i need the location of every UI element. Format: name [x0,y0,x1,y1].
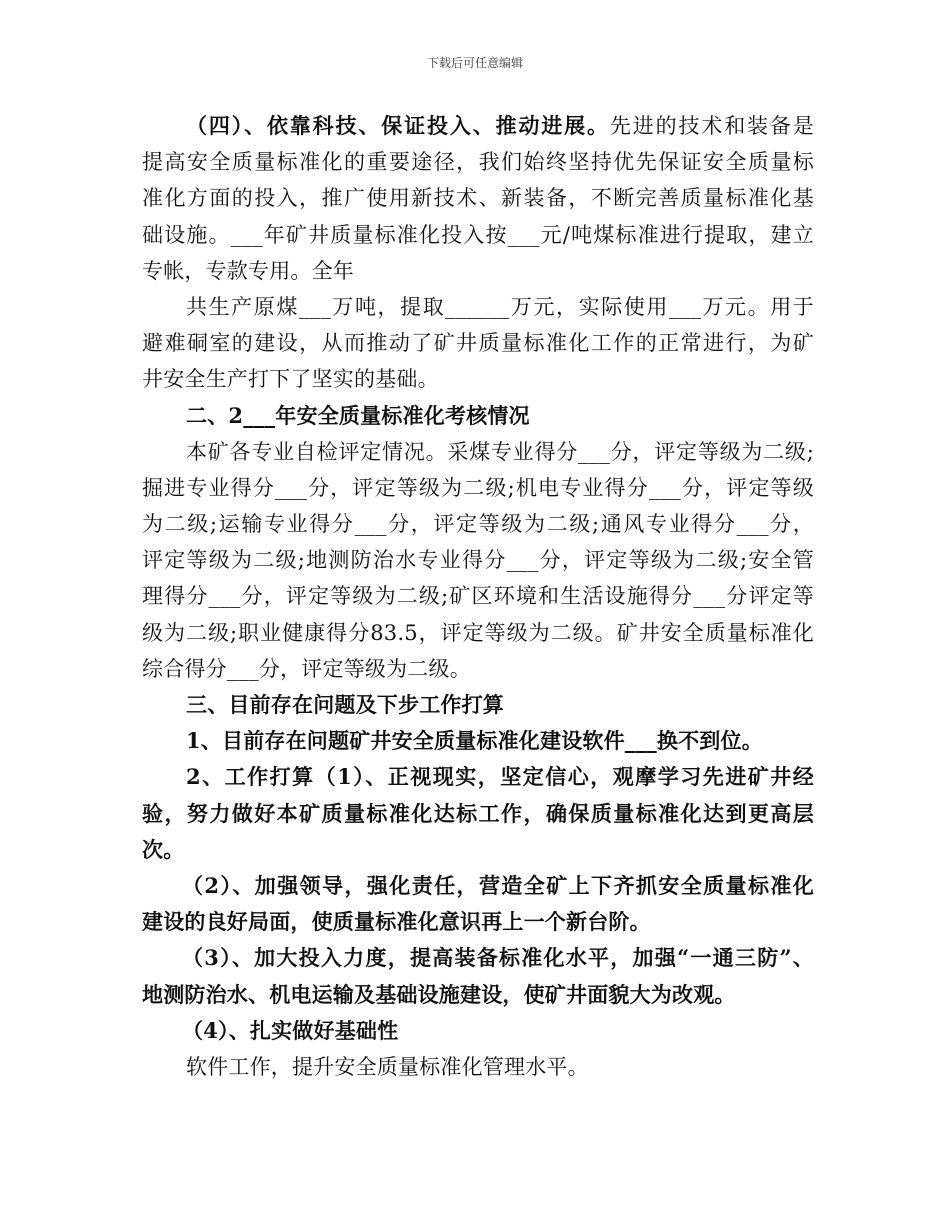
text-line: 软件工作，提升安全质量标准化管理水平。 [186,1054,589,1079]
page-header: 下载后可任意编辑 [426,56,523,70]
text-line: 级为二级;职业健康得分83.5，评定等级为二级。矿井安全质量标准化 [142,620,814,645]
text-line: 理得分___分，评定等级为二级;矿区环境和生活设施得分___分评定等 [142,584,814,609]
text-line [142,108,814,144]
text-line: 提高安全质量标准化的重要途径，我们始终坚持优先保证安全质量标 [142,150,814,175]
text-line: 二、2___年安全质量标准化考核情况 [186,402,530,428]
section-heading: （四）、依靠科技、保证投入、推动进展。 [186,113,610,138]
text-line: 础设施。___年矿井质量标准化投入按___元/吨煤标准进行提取，建立 [142,222,814,247]
text-line: 综合得分___分，评定等级为二级。 [142,656,471,681]
text-line: （4）、扎实做好基础性 [182,1017,399,1043]
text-line: 地测防治水、机电运输及基础设施建设，使矿井面貌大为改观。 [142,981,736,1007]
text-line: 共生产原煤___万吨，提取______万元，实际使用___万元。用于 [186,294,814,319]
text-line: 建设的良好局面，使质量标准化意识再上一个新台阶。 [142,909,651,935]
text-line: 专帐，专款专用。全年 [142,258,354,283]
section-text: 先进的技术和装备是 [609,114,814,138]
text-line: 三、目前存在问题及下步工作打算 [186,692,504,717]
text-line: 为二级;运输专业得分___分，评定等级为二级;通风专业得分___分， [142,512,814,537]
text-line: 井安全生产打下了坚实的基础。 [142,367,439,392]
text-line: 验，努力做好本矿质量标准化达标工作，确保质量标准化达到更高层 [142,800,814,826]
text-line: 1、目前存在问题矿井安全质量标准化建设软件___换不到位。 [186,728,763,754]
text-line: 准化方面的投入，推广使用新技术、新装备，不断完善质量标准化基 [142,186,814,211]
text-line: 本矿各专业自检评定情况。采煤专业得分___分，评定等级为二级; [186,439,814,464]
text-line: 避难硐室的建设，从而推动了矿井质量标准化工作的正常进行，为矿 [142,331,814,356]
text-line: 掘进专业得分___分，评定等级为二级;机电专业得分___分，评定等级 [142,475,814,500]
document-body [142,108,814,1085]
text-line: 2、工作打算（1）、正视现实，坚定信心，观摩学习先进矿井经 [186,764,814,790]
text-line: 评定等级为二级;地测防治水专业得分___分，评定等级为二级;安全管 [142,548,814,573]
text-line: （2）、加强领导，强化责任，营造全矿上下齐抓安全质量标准化 [182,872,814,898]
text-line: （3）、加大投入力度，提高装备标准化水平，加强“一通三防”、 [182,945,814,971]
text-line: 次。 [142,836,185,862]
